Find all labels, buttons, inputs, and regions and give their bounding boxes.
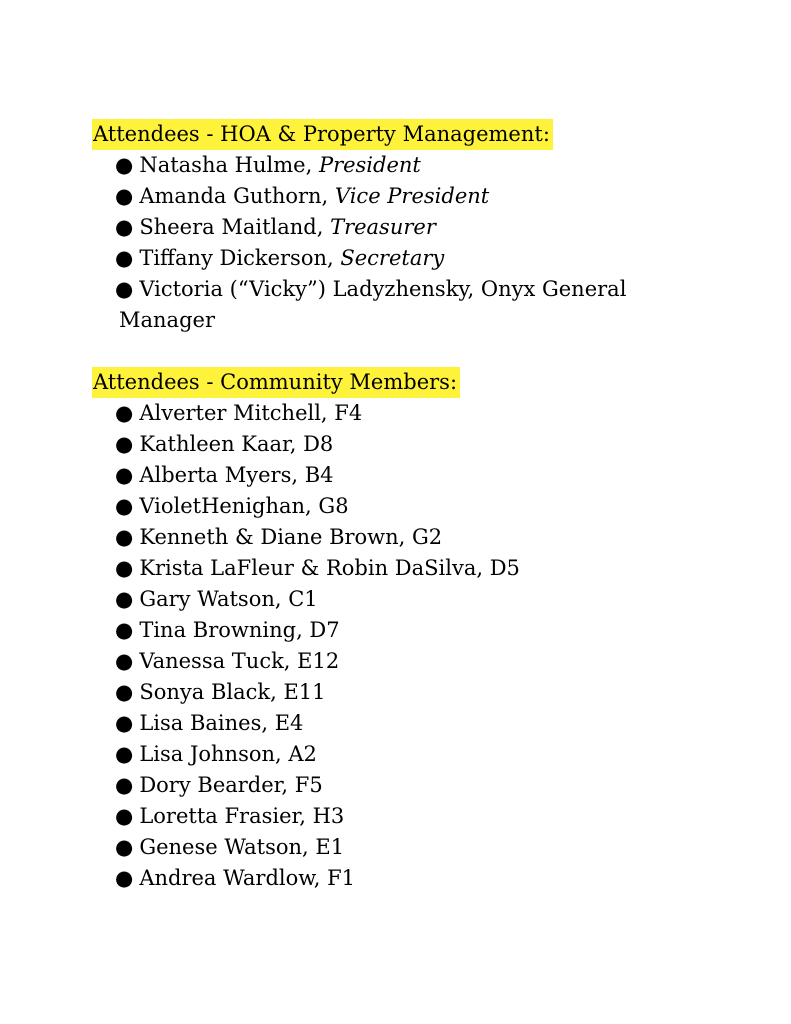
bullet-icon: ●: [115, 463, 134, 487]
bullet-icon: ●: [115, 556, 134, 580]
list-item: [115, 615, 713, 646]
attendee-entry: Sonya Black, E11: [139, 680, 326, 704]
bullet-icon: ●: [115, 184, 134, 208]
bullet-icon: ●: [115, 246, 134, 270]
list-item: [115, 491, 713, 522]
bullet-icon: ●: [115, 494, 134, 518]
attendee-entry: Gary Watson, C1: [139, 587, 318, 611]
list-item: [115, 429, 713, 460]
attendee-entry: Andrea Wardlow, F1: [139, 866, 356, 890]
attendee-entry: Tina Browning, D7: [139, 618, 340, 642]
list-item: [115, 801, 713, 832]
hoa-attendees-heading: Attendees - HOA & Property Management:: [92, 119, 553, 150]
list-item: [115, 398, 713, 429]
list-item: [115, 243, 713, 274]
bullet-icon: ●: [115, 525, 134, 549]
community-attendees-section: [93, 367, 713, 894]
bullet-icon: ●: [115, 215, 134, 239]
attendee-role: President: [318, 153, 421, 177]
attendee-entry: Genese Watson, E1: [139, 835, 345, 859]
bullet-icon: ●: [115, 711, 134, 735]
bullet-icon: ●: [115, 680, 134, 704]
list-item: [115, 212, 713, 243]
attendee-entry: Alberta Myers, B4: [139, 463, 334, 487]
attendee-role: Vice President: [334, 184, 490, 208]
attendee-name: Victoria (“Vicky”) Ladyzhensky, Onyx General: [139, 277, 627, 301]
attendee-entry: Krista LaFleur & Robin DaSilva, D5: [139, 556, 520, 580]
attendee-name: Natasha Hulme,: [139, 153, 319, 177]
bullet-icon: ●: [115, 742, 134, 766]
bullet-icon: ●: [115, 866, 134, 890]
list-item: [115, 832, 713, 863]
attendee-name: Amanda Guthorn,: [139, 184, 335, 208]
list-item: [115, 863, 713, 894]
list-item: [115, 150, 713, 181]
attendee-name-continuation: Manager: [119, 308, 215, 332]
bullet-icon: ●: [115, 649, 134, 673]
bullet-icon: ●: [115, 618, 134, 642]
hoa-attendees-section: [93, 119, 713, 336]
bullet-icon: ●: [115, 804, 134, 828]
list-item: [115, 770, 713, 801]
attendee-role: Secretary: [340, 246, 445, 270]
attendee-entry: VioletHenighan, G8: [139, 494, 349, 518]
community-attendees-list: [93, 398, 713, 894]
list-item: [115, 739, 713, 770]
hoa-attendees-list: [93, 150, 713, 336]
attendee-entry: Kenneth & Diane Brown, G2: [139, 525, 443, 549]
attendee-entry: Lisa Johnson, A2: [139, 742, 317, 766]
bullet-icon: ●: [115, 835, 134, 859]
community-attendees-heading: Attendees - Community Members:: [92, 367, 460, 398]
bullet-icon: ●: [115, 401, 134, 425]
list-item: [115, 274, 713, 336]
attendee-entry: Alverter Mitchell, F4: [139, 401, 363, 425]
bullet-icon: ●: [115, 432, 134, 456]
bullet-icon: ●: [115, 587, 134, 611]
list-item: [115, 677, 713, 708]
attendee-entry: Vanessa Tuck, E12: [139, 649, 340, 673]
list-item: [115, 553, 713, 584]
list-item: [115, 708, 713, 739]
attendee-entry: Lisa Baines, E4: [139, 711, 304, 735]
attendee-name: Sheera Maitland,: [139, 215, 331, 239]
attendee-entry: Loretta Frasier, H3: [139, 804, 345, 828]
bullet-icon: ●: [115, 773, 134, 797]
bullet-icon: ●: [115, 153, 134, 177]
attendee-name: Tiffany Dickerson,: [139, 246, 341, 270]
list-item: [115, 460, 713, 491]
list-item: [115, 646, 713, 677]
bullet-icon: ●: [115, 277, 134, 301]
list-item: [115, 584, 713, 615]
list-item: [115, 181, 713, 212]
attendee-entry: Kathleen Kaar, D8: [139, 432, 334, 456]
list-item: [115, 522, 713, 553]
attendee-role: Treasurer: [330, 215, 436, 239]
attendee-entry: Dory Bearder, F5: [139, 773, 323, 797]
